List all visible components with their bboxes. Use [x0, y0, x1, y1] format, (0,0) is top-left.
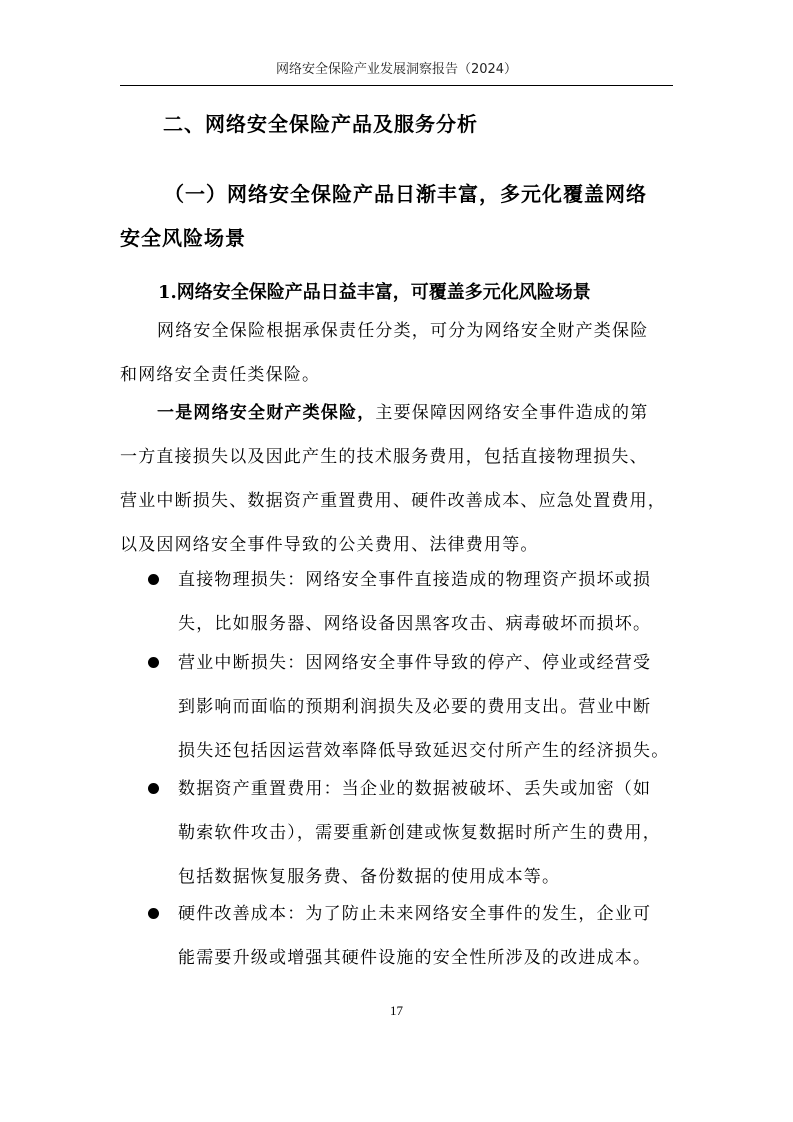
property-paragraph-line-2: 一方直接损失以及因此产生的技术服务费用，包括直接物理损失、: [120, 447, 648, 467]
bullet-line: 勒索软件攻击），需要重新创建或恢复数据时所产生的费用，: [178, 823, 661, 843]
running-header: 网络安全保险产业发展洞察报告（2024）: [275, 62, 518, 77]
bullet-line: 到影响而面临的预期利润损失及必要的费用支出。营业中断: [178, 697, 652, 717]
property-paragraph-lead: 一是网络安全财产类保险，: [157, 403, 376, 423]
property-paragraph-line-4: 以及因网络安全事件导致的公关费用、法律费用等。: [120, 535, 539, 555]
bullet-line: 失，比如服务器、网络设备因黑客攻击、病毒破坏而损坏。: [178, 614, 652, 634]
bullet-item-hardware-improvement: [148, 892, 673, 980]
bullet-item-data-restoration: [148, 767, 673, 899]
bullet-dot-icon: [148, 783, 159, 794]
bullet-item-business-interruption: [148, 641, 673, 773]
header-divider: [120, 85, 673, 86]
property-paragraph-line-1-rest: 主要保障因网络安全事件造成的第: [375, 403, 649, 423]
bullet-line: 包括数据恢复服务费、备份数据的使用成本等。: [178, 867, 561, 887]
bullet-dot-icon: [148, 574, 159, 585]
property-paragraph-line-1: [120, 391, 673, 435]
property-insurance-paragraph: [120, 391, 673, 567]
property-paragraph-line-3: 营业中断损失、数据资产重置费用、硬件改善成本、应急处置费用，: [120, 491, 666, 511]
bullet-line: 直接物理损失：网络安全事件直接造成的物理资产损坏或损: [178, 570, 652, 590]
bullet-line: 损失还包括因运营效率降低导致延迟交付所产生的经济损失。: [178, 741, 670, 761]
intro-paragraph: [120, 309, 673, 397]
subsection-heading-line-1: （一）网络安全保险产品日渐丰富，多元化覆盖网络: [164, 182, 647, 206]
intro-paragraph-line-1: 网络安全保险根据承保责任分类，可分为网络安全财产类保险: [157, 321, 649, 341]
subsubsection-heading: 1.网络安全保险产品日益丰富，可覆盖多元化风险场景: [158, 282, 591, 303]
bullet-item-physical-loss: [148, 558, 673, 646]
subsection-heading: [120, 172, 673, 260]
bullet-dot-icon: [148, 657, 159, 668]
subsection-heading-line-2: 安全风险场景: [120, 226, 246, 250]
bullet-line: 营业中断损失：因网络安全事件导致的停产、停业或经营受: [178, 653, 652, 673]
section-heading: 二、网络安全保险产品及服务分析: [163, 112, 478, 136]
page-number: 17: [390, 1003, 403, 1018]
intro-paragraph-line-2: 和网络安全责任类保险。: [120, 365, 321, 385]
bullet-line: 硬件改善成本：为了防止未来网络安全事件的发生，企业可: [178, 904, 652, 924]
bullet-line: 能需要升级或增强其硬件设施的安全性所涉及的改进成本。: [178, 948, 652, 968]
bullet-dot-icon: [148, 908, 159, 919]
bullet-line: 数据资产重置费用：当企业的数据被破坏、丢失或加密（如: [178, 779, 652, 799]
